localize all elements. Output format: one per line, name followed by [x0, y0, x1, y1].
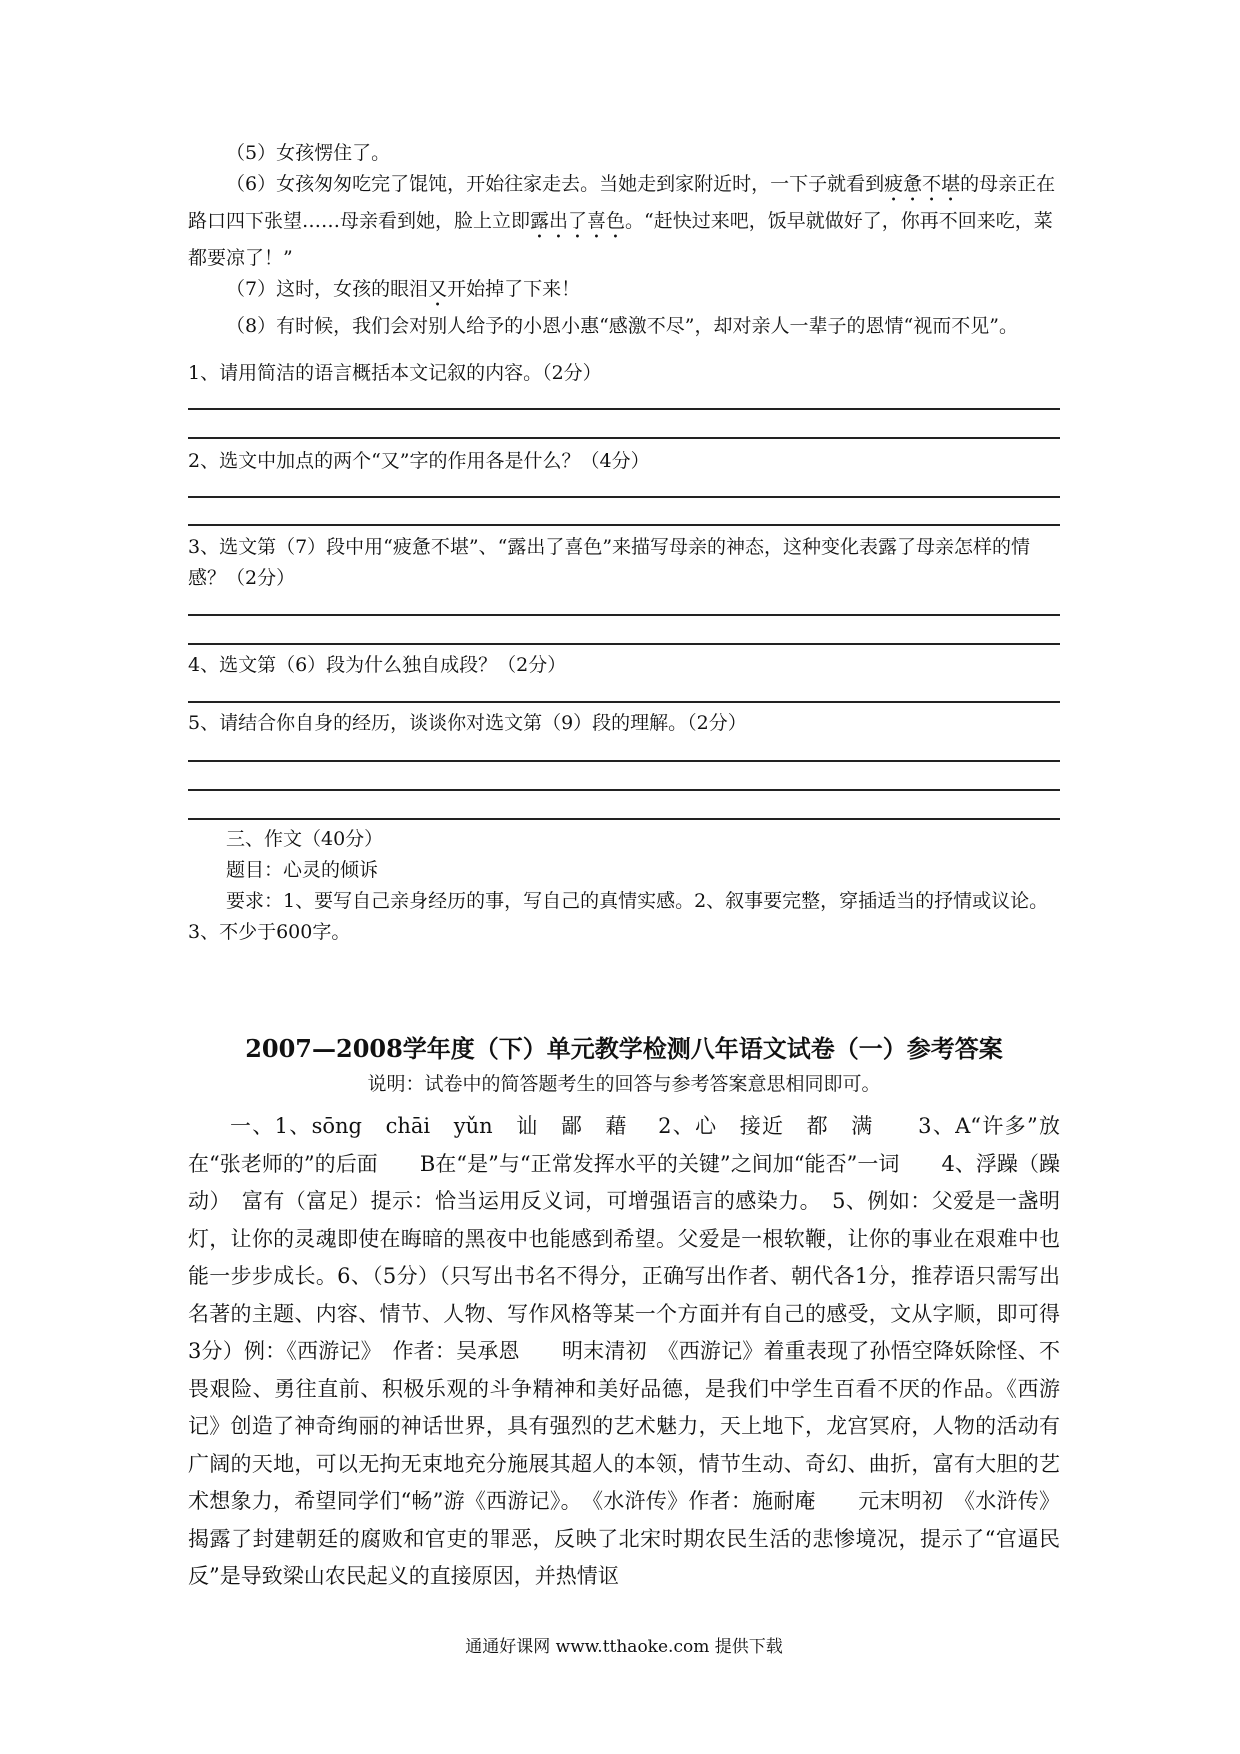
answer-key-title: 2007—2008学年度（下）单元教学检测八年语文试卷（一）参考答案 — [245, 1034, 1003, 1063]
paragraph-7-emphasis: 又 — [428, 278, 448, 300]
paragraph-6-emphasis-1: 疲惫不堪 — [884, 173, 961, 195]
answer-line[interactable] — [188, 760, 1060, 762]
question-1 — [188, 358, 1060, 389]
question-5 — [188, 708, 1060, 739]
question-2-text: 2、选文中加点的两个“又”字的作用各是什么？（4分） — [188, 450, 650, 472]
paragraph-7-part-a: （7）这时，女孩的眼泪 — [226, 278, 429, 300]
paragraph-6-part-b: 的母亲正在路口四下张望……母亲看到她，脸上立即 — [188, 173, 1056, 232]
question-2 — [188, 446, 1060, 477]
question-3-text: 3、选文第（7）段中用“疲惫不堪”、“露出了喜色”来描写母亲的神态，这种变化表露了母亲怎样的情感？（2分） — [188, 536, 1031, 589]
question-4-text: 4、选文第（6）段为什么独自成段？（2分） — [188, 654, 567, 676]
paragraph-6-part-a: （6）女孩匆匆吃完了馄饨，开始往家走去。当她走到家附近时，一下子就看到 — [226, 173, 885, 195]
answer-line[interactable] — [188, 614, 1060, 616]
answer-key-note: 说明：试卷中的简答题考生的回答与参考答案意思相同即可。 — [367, 1073, 881, 1095]
question-4 — [188, 650, 1060, 681]
question-1-text: 1、请用简洁的语言概括本文记叙的内容。（2分） — [188, 362, 602, 384]
paragraph-5: （5）女孩愣住了。 — [226, 142, 391, 164]
answer-line[interactable] — [188, 408, 1060, 410]
paragraph-6-part-c: 。“赶快过来吧，饭早就做好了，你再不回来吃，菜都要凉了！” — [188, 210, 1053, 269]
paragraph-6 — [188, 169, 1060, 274]
question-3 — [188, 532, 1060, 594]
composition-requirements: 要求：1、要写自己亲身经历的事，写自己的真情实感。2、叙事要完整，穿插适当的抒情或议论。 3、不少于600字。 — [188, 890, 1049, 943]
paragraph-6-emphasis-2: 露出了喜色 — [530, 210, 626, 232]
composition-section — [188, 824, 1060, 948]
question-5-text: 5、请结合你自身的经历，谈谈你对选文第（9）段的理解。（2分） — [188, 712, 747, 734]
paragraph-7-part-b: 开始掉了下来！ — [447, 278, 581, 300]
paragraph-8: （8）有时候，我们会对别人给予的小恩小惠“感激不尽”，却对亲人一辈子的恩情“视而不见”。 — [226, 315, 1018, 337]
answer-line[interactable] — [188, 437, 1060, 439]
page-footer: 通通好课网 www.tthaoke.com 提供下载 — [465, 1637, 783, 1657]
composition-heading: 三、作文（40分） — [226, 828, 384, 850]
answer-line[interactable] — [188, 818, 1060, 820]
composition-topic: 题目：心灵的倾诉 — [226, 859, 379, 881]
passage — [188, 138, 1060, 342]
answer-key-body: 一、1、sōng chāi yǔn 讪 鄙 藉 2、心 接近 都 满 3、A“许多”放在“张老师的”的后面 B在“是”与“正常发挥水平的关键”之间加“能否”一词 4、浮躁（躁动） 富有（富足）提示：恰当运用反义词，可增强语言的感染力。 5、例如：父爱是一盏明灯，让你的灵魂即使在晦暗的黑夜中也能感到希望。父爱是一根软鞭，让你的事业在艰难中也能一步步成长。6、（5分）（只写出书名不得分，正确写出作者、朝代各1分，推荐语只需写出名著的主题、内容、情节、人物、写作风格等某一个方面并有自己的感受，文从字顺，即可得3分）例：《西游记》 作者：吴承恩 明末清初 《西游记》着重表现了孙悟空降妖除怪、不畏艰险、勇往直前、积极乐观的斗争精神和美好品德，是我们中学生百看不厌的作品。《西游记》创造了神奇绚丽的神话世界，具有强烈的艺术魅力，天上地下，龙宫冥府，人物的活动有广阔的天地，可以无拘无束地充分施展其超人的本领，情节生动、奇幻、曲折，富有大胆的艺术想象力，希望同学们“畅”游《西游记》。 《水浒传》作者：施耐庵 元末明初 《水浒传》揭露了封建朝廷的腐败和官吏的罪恶，反映了北宋时期农民生活的悲惨境况，提示了“官逼民反”是导致梁山农民起义的直接原因，并热情讴 — [188, 1114, 1060, 1588]
answer-line[interactable] — [188, 496, 1060, 498]
paragraph-7 — [188, 274, 1060, 311]
answer-line[interactable] — [188, 789, 1060, 791]
answer-line[interactable] — [188, 524, 1060, 526]
answer-line[interactable] — [188, 701, 1060, 703]
answer-line[interactable] — [188, 643, 1060, 645]
